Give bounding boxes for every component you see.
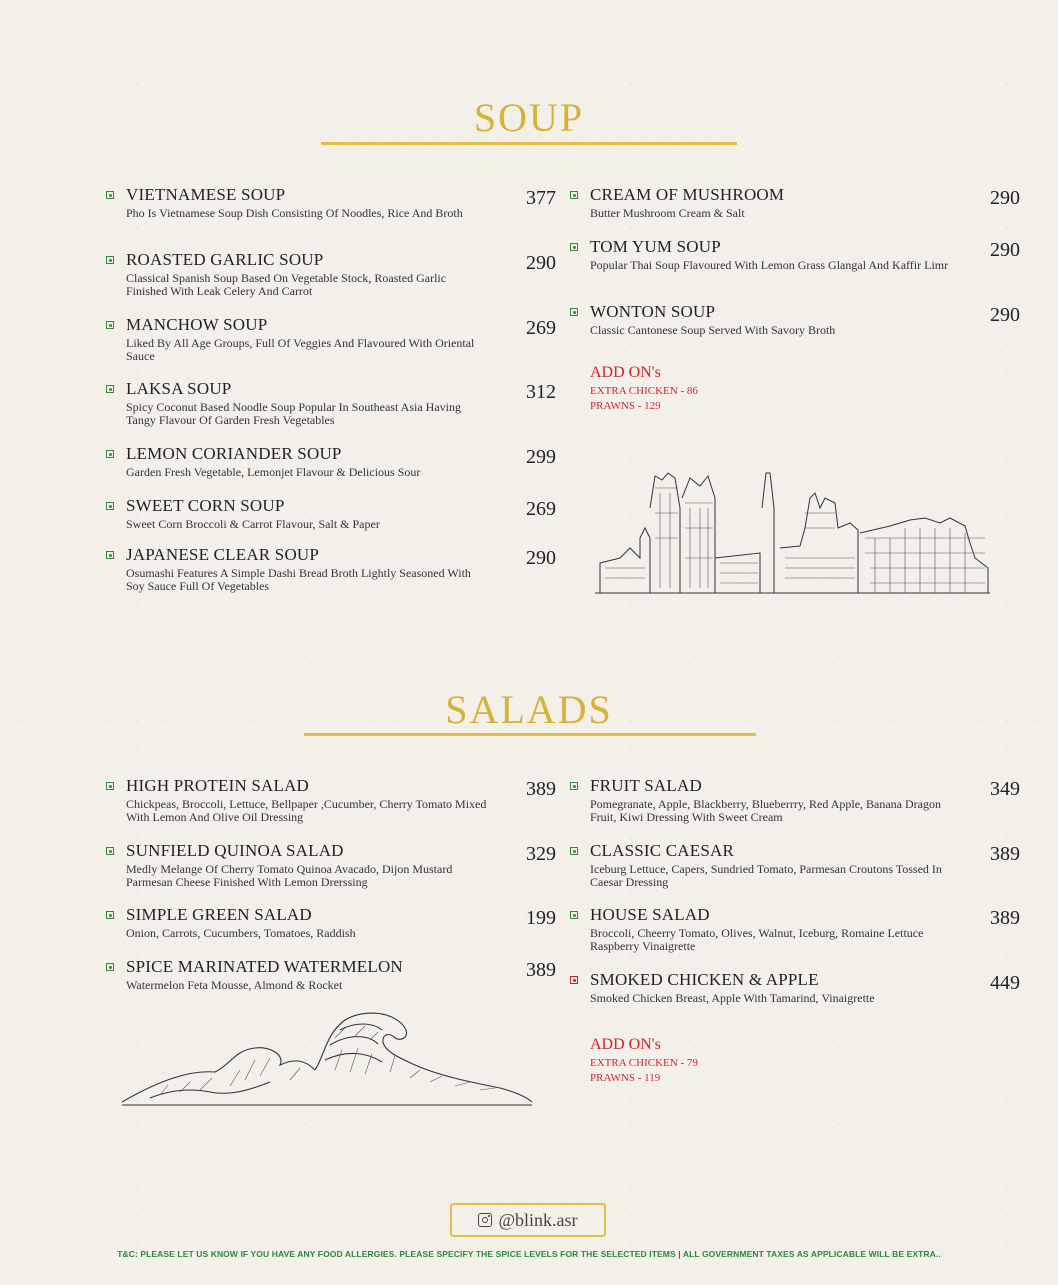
item-price: 290 xyxy=(990,187,1020,209)
menu-item xyxy=(570,842,1020,889)
item-price: 312 xyxy=(526,381,556,403)
menu-item xyxy=(106,906,556,940)
instagram-icon xyxy=(478,1213,492,1227)
item-description: Classical Spanish Soup Based On Vegetable Stock, Roasted Garlic Finished With Leak Celery And Carrot xyxy=(126,271,447,298)
instagram-handle: @blink.asr xyxy=(498,1209,578,1230)
veg-icon xyxy=(106,385,114,393)
veg-icon xyxy=(106,782,114,790)
item-price: 389 xyxy=(526,778,556,800)
addons-title: ADD ON's xyxy=(590,1036,661,1053)
addons-title: ADD ON's xyxy=(590,364,661,381)
item-price: 199 xyxy=(526,907,556,929)
item-price: 349 xyxy=(990,778,1020,800)
item-description: Liked By All Age Groups, Full Of Veggies And Flavoured With Oriental Sauce xyxy=(126,336,475,363)
item-name: TOM YUM SOUP xyxy=(590,237,721,256)
addon-line: EXTRA CHICKEN - 86 xyxy=(590,385,698,397)
veg-icon xyxy=(106,551,114,559)
item-description: Classic Cantonese Soup Served With Savory Broth xyxy=(590,323,836,337)
item-description: Butter Mushroom Cream & Salt xyxy=(590,206,745,220)
item-description: Popular Thai Soup Flavoured With Lemon Grass Glangal And Kaffir Limr xyxy=(590,258,949,272)
menu-item xyxy=(106,380,556,427)
addon-line: PRAWNS - 119 xyxy=(590,1072,661,1084)
veg-icon xyxy=(570,847,578,855)
item-description: Watermelon Feta Mousse, Almond & Rocket xyxy=(126,978,343,992)
item-price: 290 xyxy=(990,239,1020,261)
item-name: JAPANESE CLEAR SOUP xyxy=(126,545,320,564)
menu-item xyxy=(570,303,1020,337)
item-name: SPICE MARINATED WATERMELON xyxy=(126,957,403,976)
veg-icon xyxy=(106,450,114,458)
item-name: LEMON CORIANDER SOUP xyxy=(126,444,342,463)
veg-icon xyxy=(570,911,578,919)
veg-icon xyxy=(106,256,114,264)
soup-title: SOUP xyxy=(473,95,585,140)
menu-item xyxy=(570,971,1020,1005)
item-name: SUNFIELD QUINOA SALAD xyxy=(126,841,344,860)
veg-icon xyxy=(106,963,114,971)
veg-icon xyxy=(106,502,114,510)
menu-item xyxy=(106,842,556,889)
menu-item xyxy=(570,238,1020,272)
veg-icon xyxy=(106,321,114,329)
item-price: 389 xyxy=(526,959,556,981)
item-name: WONTON SOUP xyxy=(590,302,716,321)
item-price: 290 xyxy=(990,304,1020,326)
addon-line: EXTRA CHICKEN - 79 xyxy=(590,1057,698,1069)
item-description: Broccoli, Cheerry Tomato, Olives, Walnut, Iceburg, Romaine Lettuce Raspberry Vinaigrette xyxy=(590,926,924,953)
terms-footer xyxy=(0,1249,1058,1259)
item-description: Iceburg Lettuce, Capers, Sundried Tomato, Parmesan Croutons Tossed In Caesar Dressing xyxy=(590,862,942,889)
menu-item xyxy=(106,251,556,298)
veg-icon xyxy=(570,191,578,199)
menu-item xyxy=(570,906,1020,953)
item-price: 389 xyxy=(990,907,1020,929)
item-description: Sweet Corn Broccoli & Carrot Flavour, Salt & Paper xyxy=(126,517,380,531)
soup-title-underline xyxy=(321,142,737,145)
item-price: 299 xyxy=(526,446,556,468)
item-name: FRUIT SALAD xyxy=(590,776,702,795)
menu-item xyxy=(106,186,556,220)
menu-item xyxy=(570,777,1020,824)
item-name: HIGH PROTEIN SALAD xyxy=(126,776,310,795)
taxes-text: ALL GOVERNMENT TAXES AS APPLICABLE WILL BE EXTRA.. xyxy=(682,1249,941,1259)
item-price: 389 xyxy=(990,843,1020,865)
item-price: 269 xyxy=(526,317,556,339)
item-name: MANCHOW SOUP xyxy=(126,315,268,334)
item-price: 449 xyxy=(990,972,1020,994)
wave-illustration xyxy=(120,1010,535,1110)
veg-icon xyxy=(106,847,114,855)
item-description: Garden Fresh Vegetable, Lemonjet Flavour & Delicious Sour xyxy=(126,465,421,479)
soup-addons xyxy=(590,364,698,412)
item-name: SIMPLE GREEN SALAD xyxy=(126,905,312,924)
menu-item xyxy=(106,445,556,479)
item-name: CLASSIC CAESAR xyxy=(590,841,735,860)
item-description: Medly Melange Of Cherry Tomato Quinoa Avacado, Dijon Mustard Parmesan Cheese Finished With Lemon Drerssing xyxy=(126,862,453,889)
menu-item xyxy=(106,546,556,593)
veg-icon xyxy=(570,782,578,790)
item-name: LAKSA SOUP xyxy=(126,379,232,398)
item-description: Osumashi Features A Simple Dashi Bread Broth Lightly Seasoned With Soy Sauce Full Of Vegetables xyxy=(126,566,471,593)
item-description: Smoked Chicken Breast, Apple With Tamarind, Vinaigrette xyxy=(590,991,875,1005)
menu-item xyxy=(106,316,556,363)
addon-line: PRAWNS - 129 xyxy=(590,400,661,412)
item-price: 269 xyxy=(526,498,556,520)
item-price: 377 xyxy=(526,187,556,209)
menu-item xyxy=(570,186,1020,220)
veg-icon xyxy=(106,911,114,919)
salads-title: SALADS xyxy=(445,687,613,732)
item-name: SMOKED CHICKEN & APPLE xyxy=(590,970,819,989)
veg-icon xyxy=(570,243,578,251)
item-name: ROASTED GARLIC SOUP xyxy=(126,250,324,269)
terms-text: T&C: PLEASE LET US KNOW IF YOU HAVE ANY FOOD ALLERGIES. PLEASE SPECIFY THE SPICE LEVELS FOR THE SELECTED ITEMS xyxy=(117,1249,676,1259)
ruins-illustration xyxy=(590,468,995,598)
veg-icon xyxy=(570,308,578,316)
item-description: Chickpeas, Broccoli, Lettuce, Bellpaper ,Cucumber, Cherry Tomato Mixed With Lemon And Olive Oil Dressing xyxy=(126,797,487,824)
salads-addons xyxy=(590,1036,698,1084)
terms-separator: | xyxy=(678,1249,681,1259)
instagram-handle-badge[interactable] xyxy=(450,1203,606,1237)
item-price: 290 xyxy=(526,547,556,569)
item-description: Pho Is Vietnamese Soup Dish Consisting Of Noodles, Rice And Broth xyxy=(126,206,463,220)
item-name: HOUSE SALAD xyxy=(590,905,710,924)
item-name: CREAM OF MUSHROOM xyxy=(590,185,785,204)
non-veg-icon xyxy=(570,976,578,984)
item-name: VIETNAMESE SOUP xyxy=(126,185,286,204)
item-price: 290 xyxy=(526,252,556,274)
veg-icon xyxy=(106,191,114,199)
menu-item xyxy=(106,958,556,992)
item-description: Onion, Carrots, Cucumbers, Tomatoes, Raddish xyxy=(126,926,356,940)
menu-item xyxy=(106,777,556,824)
item-description: Spicy Coconut Based Noodle Soup Popular In Southeast Asia Having Tangy Flavour Of Garden Fresh Vegetables xyxy=(126,400,461,427)
item-description: Pomegranate, Apple, Blackberry, Blueberrry, Red Apple, Banana Dragon Fruit, Kiwi Dressing With Sweet Cream xyxy=(590,797,941,824)
item-price: 329 xyxy=(526,843,556,865)
item-name: SWEET CORN SOUP xyxy=(126,496,285,515)
salads-title-underline xyxy=(304,733,756,736)
menu-item xyxy=(106,497,556,531)
